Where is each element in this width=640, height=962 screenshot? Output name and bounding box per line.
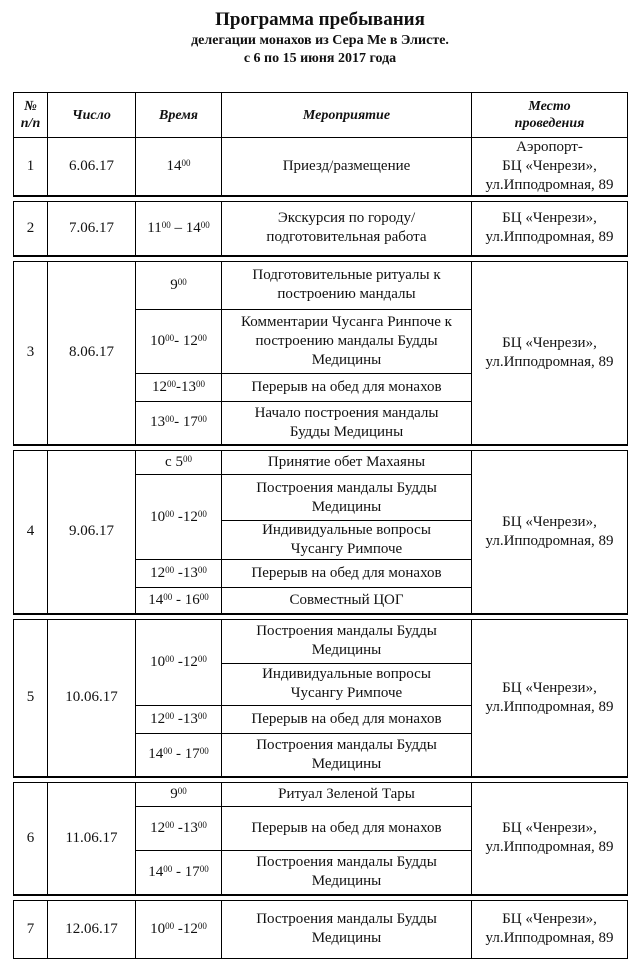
event-time xyxy=(136,202,222,256)
day-number: 7 xyxy=(14,900,48,958)
event-place: Аэропорт- БЦ «Ченрези», ул.Ипподромная, 89 xyxy=(472,138,628,197)
event-time xyxy=(136,807,222,851)
time-hour: 10 xyxy=(150,332,166,349)
time-minutes: 00 xyxy=(165,508,175,519)
day-number: 6 xyxy=(14,783,48,895)
schedule-table xyxy=(13,92,628,959)
document-subtitle: делегации монахов из Сера Ме в Элисте. xyxy=(191,33,449,48)
time-hour: 12 xyxy=(182,332,198,349)
time-hour: 17 xyxy=(184,863,200,880)
header-time: Время xyxy=(136,93,222,138)
event-place: БЦ «Ченрези», ул.Ипподромная, 89 xyxy=(472,451,628,614)
event-time xyxy=(136,900,222,958)
event-description: Построения мандалы Будды Медицины xyxy=(222,475,472,521)
event-time xyxy=(136,401,222,445)
time-hour: 10 xyxy=(150,508,166,525)
time-minutes: 00 xyxy=(165,653,175,664)
event-place: БЦ «Ченрези», ул.Ипподромная, 89 xyxy=(472,202,628,256)
time-hour: 14 xyxy=(166,158,182,174)
event-time xyxy=(136,705,222,733)
time-hour: 13 xyxy=(182,710,198,727)
day-date: 10.06.17 xyxy=(48,619,136,777)
event-time xyxy=(136,309,222,373)
event-time xyxy=(136,138,222,197)
time-hour: 13 xyxy=(182,565,198,581)
time-separator: - xyxy=(172,591,185,608)
time-hour: 16 xyxy=(184,591,200,608)
time-hour: 13 xyxy=(182,820,198,836)
time-hour: 14 xyxy=(148,746,164,763)
time-minutes: 00 xyxy=(165,710,175,721)
event-description: Приезд/размещение xyxy=(222,138,472,197)
event-description: Перерыв на обед для монахов xyxy=(222,807,472,851)
time-separator: - xyxy=(174,414,183,431)
time-minutes: 00 xyxy=(165,565,175,575)
day-number: 3 xyxy=(14,261,48,445)
time-minutes: 00 xyxy=(197,565,207,575)
day-date: 12.06.17 xyxy=(48,900,136,958)
event-description: Перерыв на обед для монахов xyxy=(222,560,472,588)
time-separator: - xyxy=(172,863,185,880)
event-description: Совместный ЦОГ xyxy=(222,588,472,614)
event-time xyxy=(136,373,222,401)
time-hour: 12 xyxy=(182,920,198,937)
time-minutes: 00 xyxy=(200,219,210,230)
event-place: БЦ «Ченрези», ул.Ипподромная, 89 xyxy=(472,261,628,445)
time-hour: 17 xyxy=(184,746,200,763)
header-num: № п/п xyxy=(14,93,48,138)
time-minutes: 00 xyxy=(197,653,207,664)
time-minutes: 00 xyxy=(196,378,205,389)
event-time xyxy=(136,475,222,560)
time-hour: 5 xyxy=(175,454,183,470)
event-description: Индивидуальные вопросы Чусангу Римпоче xyxy=(222,521,472,560)
time-minutes: 00 xyxy=(199,591,209,602)
time-minutes: 00 xyxy=(167,378,176,389)
time-hour: 13 xyxy=(181,378,196,395)
event-description: Перерыв на обед для монахов xyxy=(222,705,472,733)
time-separator: - xyxy=(174,332,183,349)
document-title: Программа пребывания xyxy=(215,9,425,30)
time-minutes: 00 xyxy=(199,863,209,874)
table-row xyxy=(14,783,628,807)
event-description: Построения мандалы Будды Медицины xyxy=(222,900,472,958)
event-description: Экскурсия по городу/ подготовительная работа xyxy=(222,202,472,256)
event-place: БЦ «Ченрези», ул.Ипподромная, 89 xyxy=(472,619,628,777)
time-hour: 12 xyxy=(150,565,166,581)
time-minutes: 00 xyxy=(197,820,207,830)
schedule-body xyxy=(14,138,628,959)
day-date: 11.06.17 xyxy=(48,783,136,895)
table-row xyxy=(14,202,628,256)
time-minutes: 00 xyxy=(161,219,171,230)
event-place: БЦ «Ченрези», ул.Ипподромная, 89 xyxy=(472,783,628,895)
event-description: Принятие обет Махаяны xyxy=(222,451,472,475)
time-minutes: 00 xyxy=(165,920,175,931)
time-separator: - xyxy=(174,565,183,581)
event-description: Построения мандалы Будды Медицины xyxy=(222,733,472,777)
time-minutes: 00 xyxy=(165,414,175,425)
time-minutes: 00 xyxy=(197,920,207,931)
time-hour: 14 xyxy=(148,591,164,608)
event-time xyxy=(136,851,222,895)
time-minutes: 00 xyxy=(177,276,187,287)
event-description: Начало построения мандалы Будды Медицины xyxy=(222,401,472,445)
time-separator: - xyxy=(174,920,183,937)
time-separator: - xyxy=(172,746,185,763)
time-minutes: 00 xyxy=(181,158,191,168)
time-minutes: 00 xyxy=(163,863,173,874)
day-number: 4 xyxy=(14,451,48,614)
time-minutes: 00 xyxy=(182,454,192,464)
table-row xyxy=(14,619,628,663)
table-row xyxy=(14,900,628,958)
time-separator: - xyxy=(174,653,183,670)
day-number: 5 xyxy=(14,619,48,777)
event-description: Комментарии Чусанга Ринпоче к построению мандалы Будды Медицины xyxy=(222,309,472,373)
event-time xyxy=(136,451,222,475)
day-date: 9.06.17 xyxy=(48,451,136,614)
event-description: Перерыв на обед для монахов xyxy=(222,373,472,401)
event-time xyxy=(136,588,222,614)
event-description: Индивидуальные вопросы Чусангу Римпоче xyxy=(222,663,472,705)
time-hour: 12 xyxy=(152,378,167,395)
time-hour: 17 xyxy=(182,414,198,431)
day-date: 8.06.17 xyxy=(48,261,136,445)
time-minutes: 00 xyxy=(165,332,175,343)
table-row xyxy=(14,451,628,475)
header-place: Место проведения xyxy=(472,93,628,138)
header-date: Число xyxy=(48,93,136,138)
table-header-row xyxy=(14,93,628,138)
time-minutes: 00 xyxy=(197,414,207,425)
time-separator: - xyxy=(174,820,183,836)
time-hour: 12 xyxy=(150,710,166,727)
time-minutes: 00 xyxy=(177,786,187,796)
time-hour: 13 xyxy=(150,414,166,431)
event-time xyxy=(136,783,222,807)
time-prefix: с xyxy=(165,454,176,470)
document-header xyxy=(0,8,640,68)
time-minutes: 00 xyxy=(163,591,173,602)
event-description: Подготовительные ритуалы к построению мандалы xyxy=(222,261,472,309)
day-number: 1 xyxy=(14,138,48,197)
time-separator: - xyxy=(176,378,181,395)
event-description: Построения мандалы Будды Медицины xyxy=(222,619,472,663)
day-date: 6.06.17 xyxy=(48,138,136,197)
time-hour: 10 xyxy=(150,653,166,670)
time-hour: 9 xyxy=(170,276,178,293)
time-separator: - xyxy=(174,508,183,525)
day-date: 7.06.17 xyxy=(48,202,136,256)
document-dates: с 6 по 15 июня 2017 года xyxy=(243,51,397,66)
time-hour: 9 xyxy=(170,786,178,802)
event-place: БЦ «Ченрези», ул.Ипподромная, 89 xyxy=(472,900,628,958)
event-time xyxy=(136,619,222,705)
time-hour: 12 xyxy=(150,820,166,836)
event-description: Построения мандалы Будды Медицины xyxy=(222,851,472,895)
time-minutes: 00 xyxy=(197,710,207,721)
time-hour: 11 xyxy=(147,219,162,236)
table-row xyxy=(14,138,628,197)
time-hour: 14 xyxy=(185,219,201,236)
table-row xyxy=(14,261,628,309)
time-hour: 14 xyxy=(148,863,164,880)
time-minutes: 00 xyxy=(199,746,209,757)
day-number: 2 xyxy=(14,202,48,256)
header-event: Мероприятие xyxy=(222,93,472,138)
time-minutes: 00 xyxy=(165,820,175,830)
time-minutes: 00 xyxy=(163,746,173,757)
event-description: Ритуал Зеленой Тары xyxy=(222,783,472,807)
time-hour: 12 xyxy=(182,508,198,525)
time-minutes: 00 xyxy=(197,508,207,519)
time-hour: 12 xyxy=(182,653,198,670)
time-hour: 10 xyxy=(150,920,166,937)
event-time xyxy=(136,733,222,777)
event-time xyxy=(136,560,222,588)
time-separator: – xyxy=(170,219,186,236)
time-separator: - xyxy=(174,710,183,727)
event-time xyxy=(136,261,222,309)
time-minutes: 00 xyxy=(197,332,207,343)
